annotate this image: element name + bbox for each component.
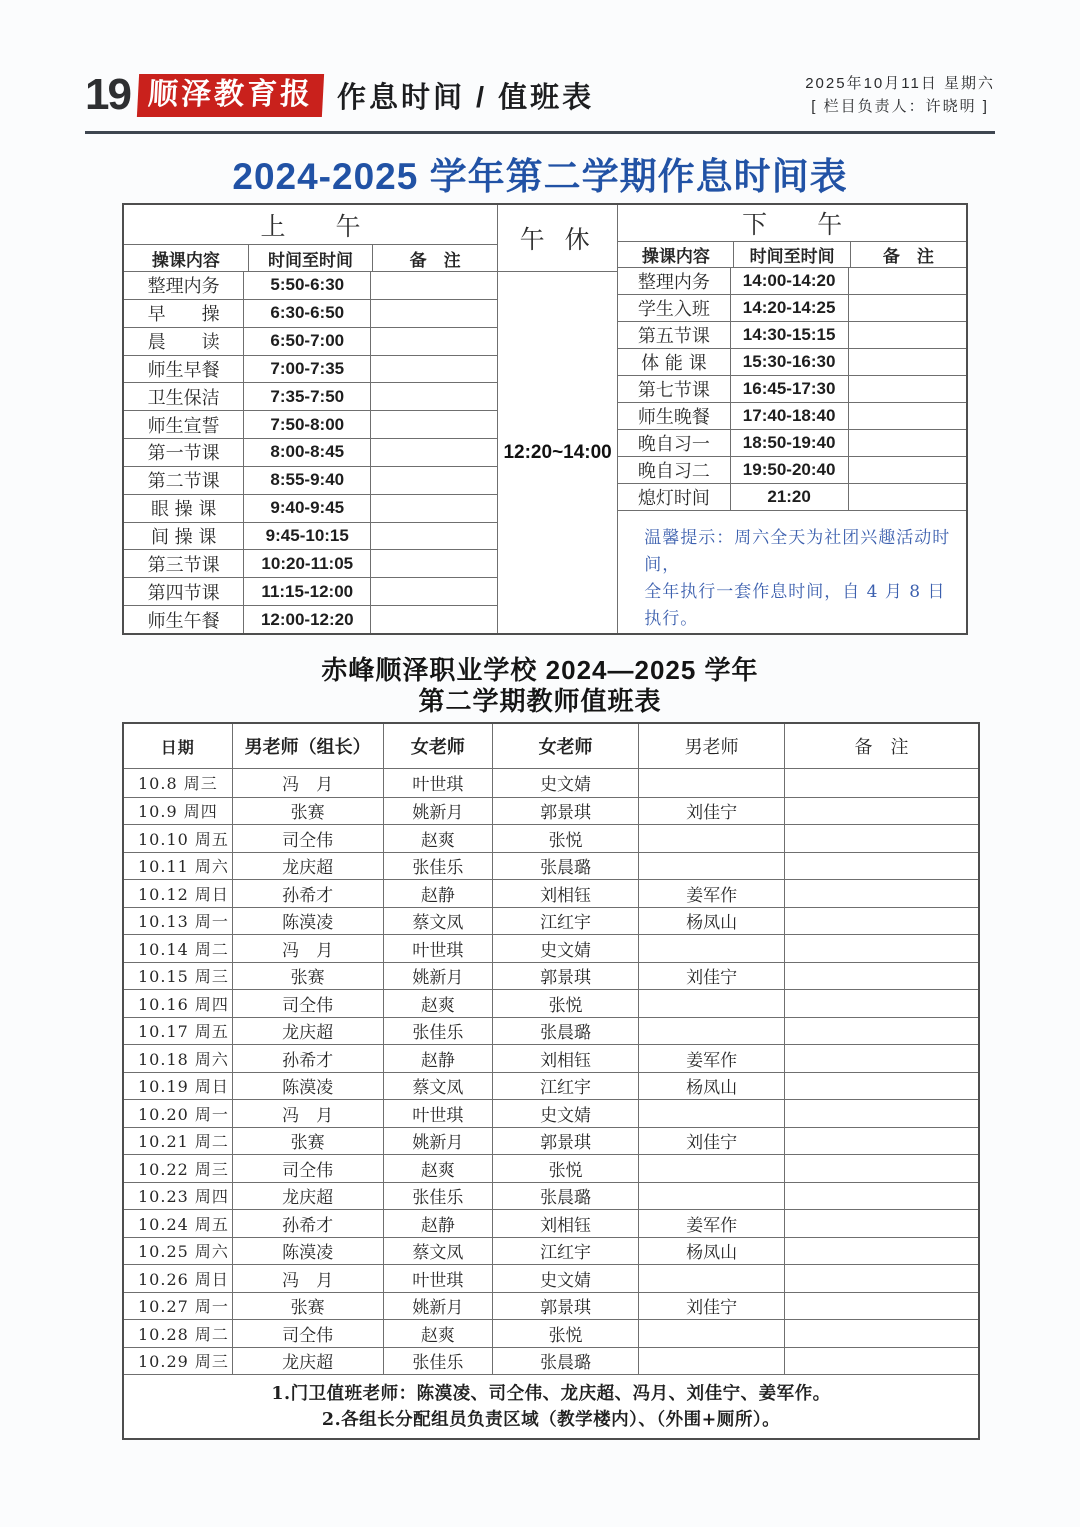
remark-cell [370, 356, 497, 383]
activity-cell: 师生宣誓 [147, 415, 220, 437]
activity-cell: 眼 操 课 [150, 499, 217, 521]
masthead-right [805, 72, 995, 118]
male-leader-cell: 孙希才 [232, 1045, 383, 1072]
remark-cell [370, 523, 497, 550]
schedule-row [124, 299, 497, 327]
male-teacher-cell [638, 1348, 784, 1375]
male-teacher-cell: 刘佳宁 [638, 1293, 784, 1320]
female-teacher-cell: 赵爽 [383, 990, 492, 1017]
date-cell: 10.22 周三 [138, 1159, 229, 1179]
remark-cell [370, 550, 497, 577]
schedule-table [122, 203, 968, 635]
afternoon-header: 下 午 [742, 210, 843, 239]
duty-row [124, 1017, 978, 1045]
male-leader-cell: 冯 月 [232, 1265, 383, 1292]
remark-cell [784, 1073, 978, 1100]
duty-table [122, 722, 980, 1440]
date-cell: 10.19 周日 [138, 1077, 229, 1097]
date-cell: 10.18 周六 [138, 1049, 229, 1069]
female-teacher-cell: 张晨璐 [492, 1348, 638, 1375]
remark-cell [784, 1320, 978, 1347]
remark-cell [370, 411, 497, 438]
female-teacher-cell: 赵静 [383, 1045, 492, 1072]
activity-cell: 师生早餐 [147, 359, 220, 381]
schedule-row [124, 522, 497, 550]
female-teacher-cell: 江红宇 [492, 1238, 638, 1265]
time-cell: 14:00-14:20 [730, 268, 848, 294]
remark-cell [848, 295, 966, 321]
female-teacher-cell: 姚新月 [383, 1293, 492, 1320]
remark-cell [370, 272, 497, 299]
time-cell: 7:00-7:35 [243, 356, 370, 383]
female-teacher-cell: 郭景琪 [492, 1293, 638, 1320]
female-teacher-cell: 张佳乐 [383, 1183, 492, 1210]
male-teacher-cell: 杨凤山 [638, 1238, 784, 1265]
schedule-row [124, 605, 497, 633]
schedule-row [124, 494, 497, 522]
female-teacher-cell: 张晨璐 [492, 1018, 638, 1045]
section-title: 作息时间 / 值班表 [336, 81, 595, 114]
time-cell: 9:40-9:45 [243, 495, 370, 522]
time-cell: 11:15-12:00 [243, 578, 370, 605]
male-leader-cell: 冯 月 [232, 935, 383, 962]
schedule-row [124, 410, 497, 438]
female-teacher-cell: 张佳乐 [383, 853, 492, 880]
col-header-time: 时间至时间 [248, 245, 373, 271]
duty-row [124, 1182, 978, 1210]
schedule-row [124, 549, 497, 577]
schedule-row [618, 402, 966, 429]
duty-row [124, 1319, 978, 1347]
female-teacher-cell: 郭景琪 [492, 1128, 638, 1155]
notice-line-1: 温馨提示：周六全天为社团兴趣活动时间， [644, 528, 951, 575]
remark-cell [784, 935, 978, 962]
remark-cell [848, 268, 966, 294]
activity-cell: 第五节课 [637, 326, 710, 347]
time-cell: 8:00-8:45 [243, 439, 370, 466]
male-leader-cell: 陈漠凌 [232, 1238, 383, 1265]
remark-cell [784, 908, 978, 935]
date-cell: 10.25 周六 [138, 1242, 229, 1262]
time-cell: 6:30-6:50 [243, 300, 370, 327]
activity-cell: 学生入班 [637, 299, 710, 320]
col-header-female-2: 女老师 [492, 724, 638, 768]
activity-cell: 整理内务 [637, 272, 710, 293]
date-cell: 10.9 周四 [138, 802, 218, 822]
male-teacher-cell: 刘佳宁 [638, 798, 784, 825]
female-teacher-cell: 赵静 [383, 1210, 492, 1237]
date-cell: 10.10 周五 [138, 829, 229, 849]
activity-cell: 间 操 课 [150, 527, 217, 549]
male-leader-cell: 陈漠凌 [232, 908, 383, 935]
female-teacher-cell: 姚新月 [383, 963, 492, 990]
schedule-row [618, 294, 966, 321]
female-teacher-cell: 赵静 [383, 880, 492, 907]
newspaper-logo: 顺泽教育报 [137, 74, 324, 117]
female-teacher-cell: 张悦 [492, 1155, 638, 1182]
duty-row [124, 1154, 978, 1182]
time-cell: 15:30-16:30 [730, 349, 848, 375]
remark-cell [784, 769, 978, 797]
activity-cell: 第四节课 [147, 582, 220, 604]
duty-row [124, 1264, 978, 1292]
male-teacher-cell [638, 825, 784, 852]
date-cell: 10.8 周三 [138, 774, 218, 794]
date-cell: 10.28 周二 [138, 1324, 229, 1344]
male-leader-cell: 司仝伟 [232, 825, 383, 852]
male-leader-cell: 龙庆超 [232, 1018, 383, 1045]
date-cell: 10.26 周日 [138, 1269, 229, 1289]
female-teacher-cell: 叶世琪 [383, 1265, 492, 1292]
time-cell: 7:35-7:50 [243, 383, 370, 410]
duty-rows [124, 769, 978, 1374]
remark-cell [784, 1128, 978, 1155]
remark-cell [370, 467, 497, 494]
activity-cell: 卫生保洁 [147, 387, 220, 409]
col-header-male-leader: 男老师（组长） [232, 724, 383, 768]
remark-cell [784, 1183, 978, 1210]
schedule-notice [618, 510, 966, 633]
activity-cell: 第二节课 [147, 471, 220, 493]
male-teacher-cell: 姜军作 [638, 1210, 784, 1237]
male-teacher-cell: 刘佳宁 [638, 963, 784, 990]
male-teacher-cell [638, 1018, 784, 1045]
female-teacher-cell: 张晨璐 [492, 853, 638, 880]
date-cell: 10.20 周一 [138, 1104, 229, 1124]
female-teacher-cell: 赵爽 [383, 1155, 492, 1182]
male-teacher-cell [638, 769, 784, 797]
female-teacher-cell: 江红宇 [492, 908, 638, 935]
female-teacher-cell: 姚新月 [383, 1128, 492, 1155]
remark-cell [848, 457, 966, 483]
male-teacher-cell [638, 1155, 784, 1182]
male-leader-cell: 司仝伟 [232, 990, 383, 1017]
female-teacher-cell: 姚新月 [383, 798, 492, 825]
female-teacher-cell: 蔡文凤 [383, 1073, 492, 1100]
col-header-female-1: 女老师 [383, 724, 492, 768]
date-cell: 10.11 周六 [138, 857, 229, 877]
male-leader-cell: 龙庆超 [232, 1348, 383, 1375]
remark-cell [370, 300, 497, 327]
remark-cell [784, 1293, 978, 1320]
noon-time: 12:20~14:00 [503, 441, 612, 463]
activity-cell: 师生午餐 [147, 610, 220, 632]
remark-cell [848, 376, 966, 402]
female-teacher-cell: 刘相钰 [492, 880, 638, 907]
time-cell: 12:00-12:20 [243, 606, 370, 633]
remark-cell [370, 383, 497, 410]
duty-row [124, 1099, 978, 1127]
date-cell: 10.17 周五 [138, 1022, 229, 1042]
male-leader-cell: 陈漠凌 [232, 1073, 383, 1100]
masthead-rule [85, 131, 995, 134]
male-teacher-cell [638, 853, 784, 880]
duty-row [124, 797, 978, 825]
noon-section [497, 205, 618, 633]
time-cell: 17:40-18:40 [730, 403, 848, 429]
time-cell: 6:50-7:00 [243, 328, 370, 355]
male-leader-cell: 司仝伟 [232, 1155, 383, 1182]
remark-cell [848, 484, 966, 510]
male-teacher-cell [638, 990, 784, 1017]
activity-cell: 整理内务 [147, 276, 220, 298]
remark-cell [370, 606, 497, 633]
activity-cell: 晚自习一 [637, 434, 710, 455]
male-leader-cell: 孙希才 [232, 1210, 383, 1237]
date-cell: 10.24 周五 [138, 1214, 229, 1234]
time-cell: 14:30-15:15 [730, 322, 848, 348]
male-leader-cell: 司仝伟 [232, 1320, 383, 1347]
schedule-title: 2024-2025 学年第二学期作息时间表 [232, 156, 848, 197]
female-teacher-cell: 叶世琪 [383, 769, 492, 797]
remark-cell [784, 880, 978, 907]
col-header-remark: 备 注 [784, 724, 978, 768]
male-leader-cell: 张赛 [232, 963, 383, 990]
time-cell: 19:50-20:40 [730, 457, 848, 483]
schedule-row [124, 466, 497, 494]
male-teacher-cell [638, 1320, 784, 1347]
remark-cell [784, 798, 978, 825]
duty-row [124, 962, 978, 990]
schedule-row [124, 438, 497, 466]
female-teacher-cell: 叶世琪 [383, 935, 492, 962]
schedule-row [124, 382, 497, 410]
duty-row [124, 934, 978, 962]
schedule-row [618, 456, 966, 483]
remark-cell [848, 322, 966, 348]
footnote-1: 1.门卫值班老师：陈漠凌、司仝伟、龙庆超、冯月、刘佳宁、姜军作。 [271, 1383, 831, 1404]
col-header-activity: 操课内容 [151, 250, 220, 270]
activity-cell: 熄灯时间 [637, 488, 710, 509]
duty-row [124, 989, 978, 1017]
male-leader-cell: 孙希才 [232, 880, 383, 907]
remark-cell [784, 1100, 978, 1127]
remark-cell [784, 1210, 978, 1237]
male-teacher-cell: 姜军作 [638, 1045, 784, 1072]
duty-row [124, 907, 978, 935]
remark-cell [784, 1018, 978, 1045]
female-teacher-cell: 史文婧 [492, 935, 638, 962]
male-leader-cell: 张赛 [232, 1128, 383, 1155]
col-header-activity: 操课内容 [641, 247, 710, 266]
activity-cell: 体 能 课 [641, 353, 707, 374]
female-teacher-cell: 赵爽 [383, 1320, 492, 1347]
schedule-row [124, 272, 497, 299]
date-cell: 10.21 周二 [138, 1132, 229, 1152]
duty-footnotes [124, 1374, 978, 1438]
male-teacher-cell [638, 1183, 784, 1210]
morning-header: 上 午 [260, 211, 361, 241]
male-teacher-cell: 刘佳宁 [638, 1128, 784, 1155]
schedule-row [618, 268, 966, 294]
male-leader-cell: 张赛 [232, 1293, 383, 1320]
footnote-2: 2.各组长分配组员负责区域（教学楼内）、（外围+厕所）。 [321, 1409, 781, 1430]
morning-rows [124, 272, 497, 633]
female-teacher-cell: 蔡文凤 [383, 1238, 492, 1265]
activity-cell: 师生晚餐 [637, 407, 710, 428]
female-teacher-cell: 张晨璐 [492, 1183, 638, 1210]
female-teacher-cell: 蔡文凤 [383, 908, 492, 935]
duty-row [124, 1237, 978, 1265]
schedule-row [618, 348, 966, 375]
male-leader-cell: 冯 月 [232, 1100, 383, 1127]
date-cell: 10.29 周三 [138, 1352, 229, 1372]
morning-section [124, 205, 497, 633]
time-cell: 10:20-11:05 [243, 550, 370, 577]
date-cell: 10.23 周四 [138, 1187, 229, 1207]
female-teacher-cell: 赵爽 [383, 825, 492, 852]
male-teacher-cell [638, 1265, 784, 1292]
duty-title-line-2: 第二学期教师值班表 [418, 686, 662, 716]
time-cell: 16:45-17:30 [730, 376, 848, 402]
male-teacher-cell: 杨凤山 [638, 1073, 784, 1100]
male-teacher-cell [638, 935, 784, 962]
remark-cell [370, 578, 497, 605]
duty-row [124, 879, 978, 907]
schedule-row [124, 327, 497, 355]
male-leader-cell: 冯 月 [232, 769, 383, 797]
female-teacher-cell: 叶世琪 [383, 1100, 492, 1127]
remark-cell [784, 1348, 978, 1375]
female-teacher-cell: 江红宇 [492, 1073, 638, 1100]
afternoon-rows [618, 268, 966, 510]
schedule-row [618, 375, 966, 402]
col-header-remark: 备 注 [372, 245, 497, 271]
female-teacher-cell: 张佳乐 [383, 1018, 492, 1045]
morning-column-headers [124, 244, 497, 272]
activity-cell: 晨 读 [147, 332, 220, 354]
issue-date: 2025年10月11日 星期六 [805, 75, 995, 92]
schedule-row [618, 429, 966, 456]
activity-cell: 第一节课 [147, 443, 220, 465]
date-cell: 10.15 周三 [138, 967, 229, 987]
male-leader-cell: 龙庆超 [232, 853, 383, 880]
masthead [85, 64, 995, 126]
duty-title [0, 655, 1080, 717]
remark-cell [784, 990, 978, 1017]
date-cell: 10.13 周一 [138, 912, 229, 932]
remark-cell [784, 853, 978, 880]
female-teacher-cell: 刘相钰 [492, 1210, 638, 1237]
duty-row [124, 824, 978, 852]
remark-cell [848, 403, 966, 429]
remark-cell [784, 1045, 978, 1072]
male-teacher-cell: 姜军作 [638, 880, 784, 907]
schedule-row [124, 577, 497, 605]
activity-cell: 晚自习二 [637, 461, 710, 482]
female-teacher-cell: 郭景琪 [492, 963, 638, 990]
female-teacher-cell: 史文婧 [492, 1265, 638, 1292]
male-teacher-cell [638, 1100, 784, 1127]
afternoon-column-headers [618, 241, 966, 268]
col-header-date: 日期 [160, 739, 195, 757]
remark-cell [784, 963, 978, 990]
duty-row [124, 1347, 978, 1375]
time-cell: 18:50-19:40 [730, 430, 848, 456]
date-cell: 10.16 周四 [138, 994, 229, 1014]
duty-row [124, 1292, 978, 1320]
duty-row [124, 852, 978, 880]
duty-row [124, 769, 978, 797]
remark-cell [370, 328, 497, 355]
time-cell: 8:55-9:40 [243, 467, 370, 494]
remark-cell [784, 1265, 978, 1292]
female-teacher-cell: 史文婧 [492, 1100, 638, 1127]
time-cell: 9:45-10:15 [243, 523, 370, 550]
male-leader-cell: 龙庆超 [232, 1183, 383, 1210]
notice-line-2: 全年执行一套作息时间，自 4 月 8 日执行。 [644, 582, 946, 629]
col-header-time: 时间至时间 [733, 242, 849, 267]
duty-column-headers [124, 724, 978, 769]
duty-row [124, 1209, 978, 1237]
schedule-row [618, 321, 966, 348]
duty-title-line-1: 赤峰顺泽职业学校 2024—2025 学年 [321, 655, 759, 685]
remark-cell [370, 495, 497, 522]
remark-cell [784, 825, 978, 852]
male-leader-cell: 张赛 [232, 798, 383, 825]
duty-row [124, 1127, 978, 1155]
column-editor: [ 栏目负责人：许晓明 ] [811, 98, 989, 115]
remark-cell [848, 349, 966, 375]
page-number: 19 [85, 70, 130, 119]
activity-cell: 第三节课 [147, 554, 220, 576]
date-cell: 10.27 周一 [138, 1297, 229, 1317]
col-header-remark: 备 注 [850, 242, 966, 267]
time-cell: 7:50-8:00 [243, 411, 370, 438]
time-cell: 21:20 [730, 484, 848, 510]
schedule-row [124, 355, 497, 383]
female-teacher-cell: 刘相钰 [492, 1045, 638, 1072]
female-teacher-cell: 张悦 [492, 990, 638, 1017]
remark-cell [848, 430, 966, 456]
female-teacher-cell: 张佳乐 [383, 1348, 492, 1375]
noon-header: 午 休 [498, 205, 617, 272]
date-cell: 10.12 周日 [138, 884, 229, 904]
male-teacher-cell: 杨凤山 [638, 908, 784, 935]
female-teacher-cell: 张悦 [492, 825, 638, 852]
remark-cell [784, 1155, 978, 1182]
remark-cell [370, 439, 497, 466]
female-teacher-cell: 史文婧 [492, 769, 638, 797]
time-cell: 14:20-14:25 [730, 295, 848, 321]
female-teacher-cell: 张悦 [492, 1320, 638, 1347]
activity-cell: 第七节课 [637, 380, 710, 401]
schedule-row [618, 483, 966, 510]
female-teacher-cell: 郭景琪 [492, 798, 638, 825]
remark-cell [784, 1238, 978, 1265]
afternoon-section [618, 205, 966, 633]
activity-cell: 早 操 [147, 304, 220, 326]
duty-row [124, 1044, 978, 1072]
date-cell: 10.14 周二 [138, 939, 229, 959]
col-header-male: 男老师 [638, 724, 784, 768]
duty-row [124, 1072, 978, 1100]
time-cell: 5:50-6:30 [243, 272, 370, 299]
